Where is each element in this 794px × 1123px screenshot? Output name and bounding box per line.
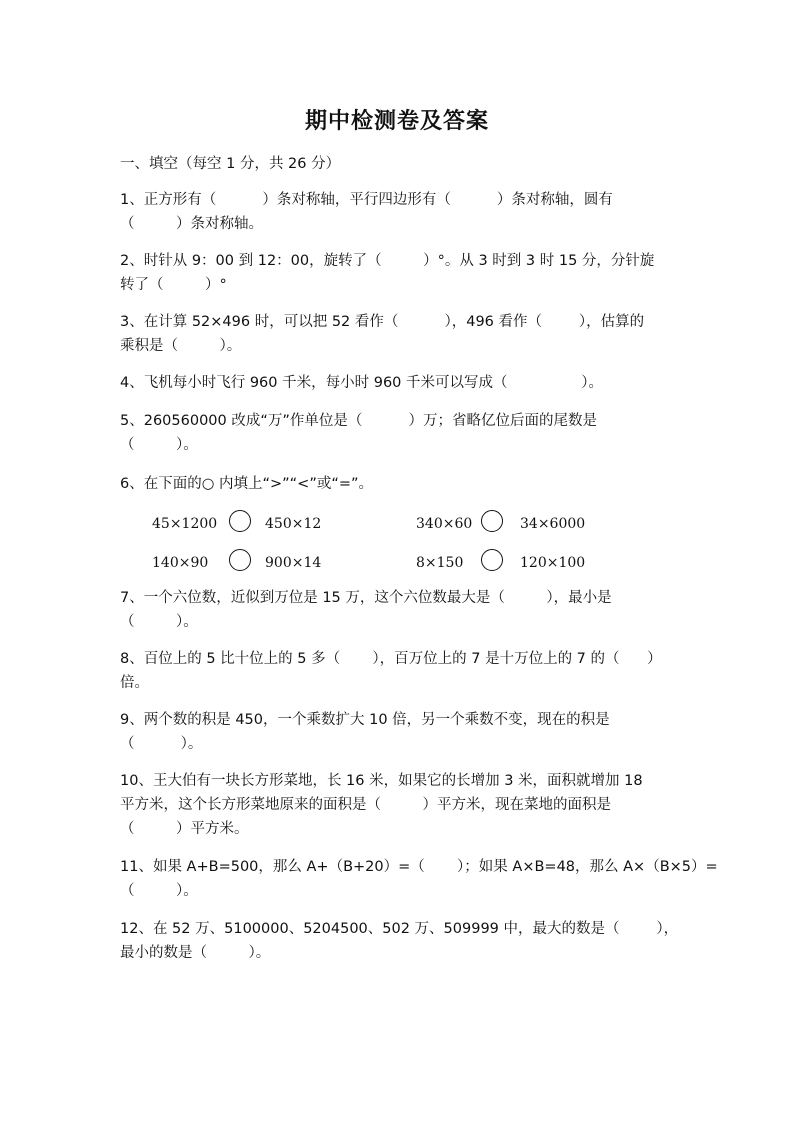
question-9-line-2: （ ）。 xyxy=(120,736,203,752)
question-11-line-1: 11、如果 A+B=500，那么 A+（B+20）=（ ）；如果 A×B=48，那么 A×（B×5）= xyxy=(120,859,718,875)
question-3-line-2: 乘积是（ ）。 xyxy=(120,338,242,354)
question-1-line-2: （ ）条对称轴。 xyxy=(120,216,263,232)
question-8-line-1: 8、百位上的 5 比十位上的 5 多（ ），百万位上的 7 是十万位上的 7 的（ ） xyxy=(120,651,662,667)
compare-circle-blank[interactable] xyxy=(229,549,251,571)
question-8-line-2: 倍。 xyxy=(120,675,149,691)
compare-circle-blank[interactable] xyxy=(481,510,503,532)
question-10-line-2: 平方米，这个长方形菜地原来的面积是（ ）平方米，现在菜地的面积是 xyxy=(120,797,611,813)
question-10-line-3: （ ）平方米。 xyxy=(120,821,249,837)
comparison-right-expr: 34×6000 xyxy=(520,516,586,532)
question-2-line-2: 转了（ ）° xyxy=(120,277,227,293)
comparison-right-expr: 900×14 xyxy=(265,555,322,571)
question-9-line-1: 9、两个数的积是 450，一个乘数扩大 10 倍，另一个乘数不变，现在的积是 xyxy=(120,712,610,728)
comparison-left-expr: 340×60 xyxy=(416,516,473,532)
question-12-line-1: 12、在 52 万、5100000、5204500、502 万、509999 中，最大的数是（ ）， xyxy=(120,921,679,937)
comparison-right-expr: 450×12 xyxy=(265,516,322,532)
comparison-right-expr: 120×100 xyxy=(520,555,586,571)
comparison-left-expr: 45×1200 xyxy=(152,516,218,532)
compare-circle-blank[interactable] xyxy=(229,510,251,532)
question-10-line-1: 10、王大伯有一块长方形菜地，长 16 米，如果它的长增加 3 米，面积就增加 18 xyxy=(120,773,643,789)
comparison-left-expr: 8×150 xyxy=(416,555,464,571)
question-7-line-2: （ ）。 xyxy=(120,614,198,630)
section-heading: 一、填空（每空 1 分，共 26 分） xyxy=(120,156,341,172)
compare-circle-blank[interactable] xyxy=(481,549,503,571)
question-12-line-2: 最小的数是（ ）。 xyxy=(120,945,271,961)
comparison-row xyxy=(0,549,794,579)
question-11-line-2: （ ）。 xyxy=(120,883,198,899)
comparison-row xyxy=(0,510,794,540)
comparison-left-expr: 140×90 xyxy=(152,555,209,571)
question-5-line-2: （ ）。 xyxy=(120,437,198,453)
question-1-line-1: 1、正方形有（ ）条对称轴，平行四边形有（ ）条对称轴，圆有 xyxy=(120,192,613,208)
question-5-line-1: 5、260560000 改成“万”作单位是（ ）万；省略亿位后面的尾数是 xyxy=(120,413,597,429)
question-7-line-1: 7、一个六位数，近似到万位是 15 万，这个六位数最大是（ ），最小是 xyxy=(120,590,612,606)
question-4-line-1: 4、飞机每小时飞行 960 千米，每小时 960 千米可以写成（ ）。 xyxy=(120,375,604,391)
page-title: 期中检测卷及答案 xyxy=(304,109,489,134)
question-3-line-1: 3、在计算 52×496 时，可以把 52 看作（ ），496 看作（ ），估算的 xyxy=(120,314,645,330)
question-6-line-1: 6、在下面的○ 内填上“>”“<”或“=”。 xyxy=(120,476,374,492)
question-2-line-1: 2、时针从 9：00 到 12：00，旋转了（ ）°。从 3 时到 3 时 15 分，分针旋 xyxy=(120,253,655,269)
